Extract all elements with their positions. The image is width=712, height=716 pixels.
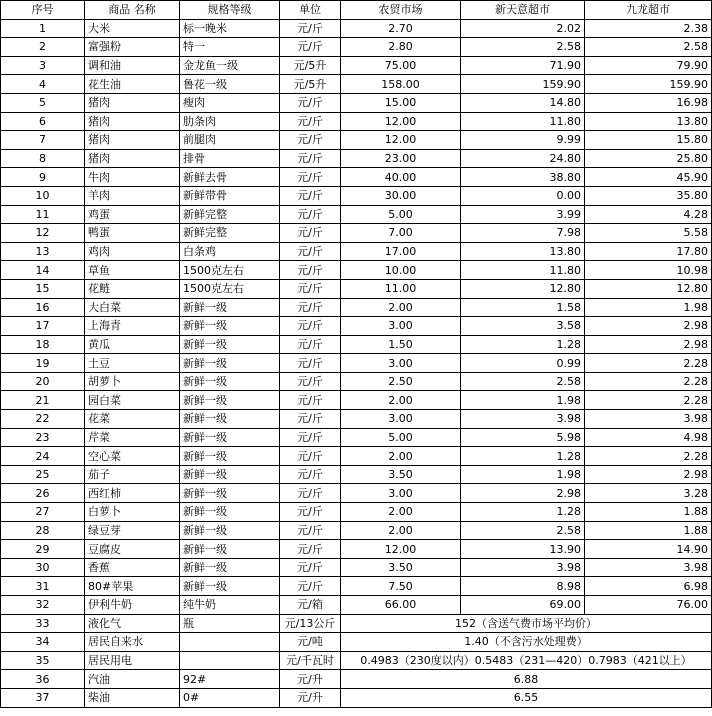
cell-no: 32 [1, 596, 85, 615]
cell-market-price: 5.00 [341, 428, 461, 447]
cell-market-price: 75.00 [341, 56, 461, 75]
cell-name: 富强粉 [85, 38, 180, 57]
cell-unit: 元/斤 [280, 428, 341, 447]
cell-xintianyi-price: 7.98 [461, 224, 585, 243]
cell-market-price: 3.00 [341, 317, 461, 336]
cell-unit: 元/斤 [280, 38, 341, 57]
cell-spec: 新鲜带骨 [180, 186, 280, 205]
cell-unit: 元/升 [280, 670, 341, 689]
cell-name: 绿豆芽 [85, 521, 180, 540]
table-row [1, 558, 712, 577]
cell-no: 28 [1, 521, 85, 540]
cell-spec [180, 651, 280, 670]
cell-unit: 元/5升 [280, 75, 341, 94]
cell-jiulong-price: 79.90 [585, 56, 712, 75]
cell-jiulong-price: 76.00 [585, 596, 712, 615]
cell-market-price: 3.00 [341, 410, 461, 429]
cell-market-price: 12.00 [341, 131, 461, 150]
cell-spec: 新鲜一级 [180, 335, 280, 354]
cell-jiulong-price: 2.98 [585, 335, 712, 354]
cell-spec: 新鲜一级 [180, 354, 280, 373]
cell-market-price: 3.00 [341, 484, 461, 503]
cell-name: 猪肉 [85, 93, 180, 112]
cell-market-price: 12.00 [341, 540, 461, 559]
table-row [1, 614, 712, 633]
cell-market-price: 12.00 [341, 112, 461, 131]
cell-jiulong-price: 10.98 [585, 261, 712, 280]
header-cell-jiulong: 九龙超市 [585, 1, 712, 20]
cell-spec: 新鲜完整 [180, 224, 280, 243]
cell-name: 居民自来水 [85, 633, 180, 652]
cell-jiulong-price: 2.28 [585, 391, 712, 410]
cell-xintianyi-price: 13.80 [461, 242, 585, 261]
cell-spec: 肋条肉 [180, 112, 280, 131]
cell-unit: 元/斤 [280, 391, 341, 410]
table-row [1, 38, 712, 57]
cell-unit: 元/斤 [280, 19, 341, 38]
cell-no: 11 [1, 205, 85, 224]
header-cell-name: 商品 名称 [85, 1, 180, 20]
cell-jiulong-price: 25.80 [585, 149, 712, 168]
cell-xintianyi-price: 0.00 [461, 186, 585, 205]
cell-jiulong-price: 4.98 [585, 428, 712, 447]
cell-jiulong-price: 2.38 [585, 19, 712, 38]
cell-market-price: 2.00 [341, 298, 461, 317]
cell-no: 24 [1, 447, 85, 466]
cell-xintianyi-price: 3.98 [461, 558, 585, 577]
cell-spec: 92# [180, 670, 280, 689]
cell-merged-price: 0.4983（230度以内）0.5483（231—420）0.7983（421以上） [341, 651, 712, 670]
cell-jiulong-price: 1.98 [585, 298, 712, 317]
table-row [1, 205, 712, 224]
cell-unit: 元/斤 [280, 521, 341, 540]
cell-no: 31 [1, 577, 85, 596]
cell-name: 伊利牛奶 [85, 596, 180, 615]
cell-spec: 前腿肉 [180, 131, 280, 150]
table-row [1, 670, 712, 689]
table-row [1, 131, 712, 150]
cell-unit: 元/斤 [280, 465, 341, 484]
cell-unit: 元/斤 [280, 317, 341, 336]
cell-no: 37 [1, 688, 85, 707]
cell-jiulong-price: 3.98 [585, 410, 712, 429]
cell-merged-price: 6.55 [341, 688, 712, 707]
table-row [1, 335, 712, 354]
cell-jiulong-price: 45.90 [585, 168, 712, 187]
cell-spec: 排骨 [180, 149, 280, 168]
cell-unit: 元/斤 [280, 540, 341, 559]
cell-unit: 元/13公斤 [280, 614, 341, 633]
cell-market-price: 40.00 [341, 168, 461, 187]
table-row [1, 391, 712, 410]
cell-spec: 新鲜一级 [180, 298, 280, 317]
cell-market-price: 17.00 [341, 242, 461, 261]
cell-xintianyi-price: 69.00 [461, 596, 585, 615]
cell-jiulong-price: 2.98 [585, 317, 712, 336]
table-row [1, 447, 712, 466]
cell-xintianyi-price: 24.80 [461, 149, 585, 168]
cell-unit: 元/斤 [280, 242, 341, 261]
cell-name: 大白菜 [85, 298, 180, 317]
cell-jiulong-price: 2.28 [585, 354, 712, 373]
table-row [1, 298, 712, 317]
cell-no: 36 [1, 670, 85, 689]
cell-market-price: 2.70 [341, 19, 461, 38]
cell-spec: 新鲜完整 [180, 205, 280, 224]
cell-jiulong-price: 12.80 [585, 279, 712, 298]
cell-jiulong-price: 17.80 [585, 242, 712, 261]
table-row [1, 503, 712, 522]
cell-spec: 白条鸡 [180, 242, 280, 261]
cell-xintianyi-price: 11.80 [461, 261, 585, 280]
cell-jiulong-price: 15.80 [585, 131, 712, 150]
cell-xintianyi-price: 2.98 [461, 484, 585, 503]
cell-name: 园白菜 [85, 391, 180, 410]
table-row [1, 261, 712, 280]
cell-name: 花鲢 [85, 279, 180, 298]
cell-unit: 元/斤 [280, 558, 341, 577]
cell-spec: 1500克左右 [180, 261, 280, 280]
cell-spec: 新鲜一级 [180, 521, 280, 540]
cell-xintianyi-price: 9.99 [461, 131, 585, 150]
cell-name: 柴油 [85, 688, 180, 707]
cell-no: 2 [1, 38, 85, 57]
cell-unit: 元/斤 [280, 149, 341, 168]
cell-name: 牛肉 [85, 168, 180, 187]
table-row [1, 19, 712, 38]
header-cell-market: 农贸市场 [341, 1, 461, 20]
table-row [1, 224, 712, 243]
cell-market-price: 15.00 [341, 93, 461, 112]
cell-jiulong-price: 1.88 [585, 521, 712, 540]
cell-xintianyi-price: 0.99 [461, 354, 585, 373]
cell-xintianyi-price: 1.28 [461, 335, 585, 354]
cell-market-price: 66.00 [341, 596, 461, 615]
cell-xintianyi-price: 11.80 [461, 112, 585, 131]
cell-spec: 新鲜一级 [180, 391, 280, 410]
cell-merged-price: 6.88 [341, 670, 712, 689]
cell-name: 猪肉 [85, 149, 180, 168]
cell-no: 12 [1, 224, 85, 243]
table-row [1, 168, 712, 187]
table-row [1, 577, 712, 596]
cell-market-price: 5.00 [341, 205, 461, 224]
cell-name: 香蕉 [85, 558, 180, 577]
cell-xintianyi-price: 1.28 [461, 503, 585, 522]
cell-market-price: 10.00 [341, 261, 461, 280]
cell-spec: 新鲜一级 [180, 577, 280, 596]
cell-xintianyi-price: 1.28 [461, 447, 585, 466]
cell-market-price: 2.00 [341, 391, 461, 410]
table-row [1, 521, 712, 540]
cell-unit: 元/斤 [280, 354, 341, 373]
header-cell-xintianyi: 新天意超市 [461, 1, 585, 20]
cell-no: 23 [1, 428, 85, 447]
cell-no: 17 [1, 317, 85, 336]
table-row [1, 633, 712, 652]
cell-jiulong-price: 16.98 [585, 93, 712, 112]
cell-jiulong-price: 3.98 [585, 558, 712, 577]
cell-no: 16 [1, 298, 85, 317]
cell-name: 汽油 [85, 670, 180, 689]
cell-name: 液化气 [85, 614, 180, 633]
cell-name: 80#苹果 [85, 577, 180, 596]
cell-no: 7 [1, 131, 85, 150]
cell-name: 鸡肉 [85, 242, 180, 261]
cell-no: 4 [1, 75, 85, 94]
cell-xintianyi-price: 5.98 [461, 428, 585, 447]
cell-no: 20 [1, 372, 85, 391]
table-row [1, 242, 712, 261]
cell-spec: 0# [180, 688, 280, 707]
cell-unit: 元/斤 [280, 372, 341, 391]
cell-spec: 新鲜一级 [180, 428, 280, 447]
cell-spec: 新鲜一级 [180, 503, 280, 522]
cell-no: 10 [1, 186, 85, 205]
cell-unit: 元/斤 [280, 186, 341, 205]
cell-market-price: 7.00 [341, 224, 461, 243]
cell-spec: 新鲜一级 [180, 447, 280, 466]
cell-merged-price: 1.40（不含污水处理费） [341, 633, 712, 652]
table-row [1, 75, 712, 94]
cell-jiulong-price: 13.80 [585, 112, 712, 131]
cell-market-price: 23.00 [341, 149, 461, 168]
cell-name: 土豆 [85, 354, 180, 373]
cell-xintianyi-price: 13.90 [461, 540, 585, 559]
table-row [1, 428, 712, 447]
table-row [1, 540, 712, 559]
cell-spec: 瓶 [180, 614, 280, 633]
cell-xintianyi-price: 8.98 [461, 577, 585, 596]
table-row [1, 465, 712, 484]
cell-unit: 元/箱 [280, 596, 341, 615]
header-cell-no: 序号 [1, 1, 85, 20]
cell-no: 35 [1, 651, 85, 670]
cell-name: 羊肉 [85, 186, 180, 205]
cell-market-price: 3.50 [341, 465, 461, 484]
cell-name: 花生油 [85, 75, 180, 94]
cell-xintianyi-price: 3.58 [461, 317, 585, 336]
cell-xintianyi-price: 71.90 [461, 56, 585, 75]
cell-name: 大米 [85, 19, 180, 38]
cell-market-price: 2.00 [341, 521, 461, 540]
cell-market-price: 2.00 [341, 503, 461, 522]
header-cell-unit: 单位 [280, 1, 341, 20]
cell-name: 芹菜 [85, 428, 180, 447]
cell-spec: 新鲜一级 [180, 540, 280, 559]
cell-market-price: 158.00 [341, 75, 461, 94]
cell-name: 豆腐皮 [85, 540, 180, 559]
cell-unit: 元/斤 [280, 224, 341, 243]
cell-no: 26 [1, 484, 85, 503]
cell-no: 13 [1, 242, 85, 261]
cell-xintianyi-price: 1.98 [461, 391, 585, 410]
cell-spec: 新鲜一级 [180, 410, 280, 429]
cell-xintianyi-price: 1.58 [461, 298, 585, 317]
cell-no: 19 [1, 354, 85, 373]
table-row [1, 317, 712, 336]
cell-unit: 元/斤 [280, 298, 341, 317]
cell-unit: 元/斤 [280, 484, 341, 503]
cell-spec: 新鲜一级 [180, 484, 280, 503]
cell-unit: 元/吨 [280, 633, 341, 652]
cell-unit: 元/斤 [280, 577, 341, 596]
cell-spec: 鲁花一级 [180, 75, 280, 94]
cell-jiulong-price: 2.58 [585, 38, 712, 57]
cell-no: 18 [1, 335, 85, 354]
cell-xintianyi-price: 1.98 [461, 465, 585, 484]
cell-no: 14 [1, 261, 85, 280]
table-row [1, 651, 712, 670]
cell-spec [180, 633, 280, 652]
cell-name: 草鱼 [85, 261, 180, 280]
cell-no: 34 [1, 633, 85, 652]
cell-jiulong-price: 159.90 [585, 75, 712, 94]
cell-unit: 元/斤 [280, 335, 341, 354]
cell-merged-price: 152（含送气费市场平均价） [341, 614, 712, 633]
cell-name: 调和油 [85, 56, 180, 75]
cell-jiulong-price: 5.58 [585, 224, 712, 243]
cell-jiulong-price: 4.28 [585, 205, 712, 224]
cell-market-price: 3.00 [341, 354, 461, 373]
cell-unit: 元/升 [280, 688, 341, 707]
cell-unit: 元/斤 [280, 93, 341, 112]
cell-spec: 特一 [180, 38, 280, 57]
cell-unit: 元/5升 [280, 56, 341, 75]
cell-name: 居民用电 [85, 651, 180, 670]
cell-xintianyi-price: 3.99 [461, 205, 585, 224]
cell-market-price: 2.00 [341, 447, 461, 466]
table-body [1, 19, 712, 707]
cell-no: 9 [1, 168, 85, 187]
cell-unit: 元/斤 [280, 261, 341, 280]
cell-xintianyi-price: 2.58 [461, 521, 585, 540]
table-row [1, 149, 712, 168]
cell-jiulong-price: 2.28 [585, 447, 712, 466]
table-row [1, 56, 712, 75]
table-row [1, 688, 712, 707]
cell-name: 茄子 [85, 465, 180, 484]
cell-jiulong-price: 6.98 [585, 577, 712, 596]
cell-unit: 元/斤 [280, 168, 341, 187]
cell-xintianyi-price: 2.02 [461, 19, 585, 38]
cell-spec: 新鲜一级 [180, 558, 280, 577]
header-cell-spec: 规格等级 [180, 1, 280, 20]
cell-name: 空心菜 [85, 447, 180, 466]
table-row [1, 279, 712, 298]
cell-no: 27 [1, 503, 85, 522]
cell-name: 花菜 [85, 410, 180, 429]
cell-no: 3 [1, 56, 85, 75]
cell-jiulong-price: 1.88 [585, 503, 712, 522]
cell-market-price: 1.50 [341, 335, 461, 354]
table-row [1, 112, 712, 131]
table-row [1, 596, 712, 615]
cell-no: 5 [1, 93, 85, 112]
cell-jiulong-price: 2.28 [585, 372, 712, 391]
cell-name: 猪肉 [85, 131, 180, 150]
cell-no: 15 [1, 279, 85, 298]
cell-no: 1 [1, 19, 85, 38]
cell-spec: 新鲜一级 [180, 465, 280, 484]
cell-market-price: 7.50 [341, 577, 461, 596]
cell-name: 黄瓜 [85, 335, 180, 354]
cell-xintianyi-price: 159.90 [461, 75, 585, 94]
cell-name: 上海青 [85, 317, 180, 336]
cell-jiulong-price: 3.28 [585, 484, 712, 503]
cell-spec: 瘦肉 [180, 93, 280, 112]
cell-unit: 元/斤 [280, 447, 341, 466]
cell-spec: 金龙鱼一级 [180, 56, 280, 75]
cell-unit: 元/斤 [280, 131, 341, 150]
cell-name: 鸡蛋 [85, 205, 180, 224]
cell-jiulong-price: 2.98 [585, 465, 712, 484]
cell-name: 胡萝卜 [85, 372, 180, 391]
cell-no: 8 [1, 149, 85, 168]
cell-unit: 元/斤 [280, 205, 341, 224]
cell-spec: 新鲜一级 [180, 317, 280, 336]
cell-unit: 元/斤 [280, 112, 341, 131]
cell-no: 6 [1, 112, 85, 131]
table-row [1, 186, 712, 205]
cell-xintianyi-price: 38.80 [461, 168, 585, 187]
cell-spec: 纯牛奶 [180, 596, 280, 615]
header-row [1, 1, 712, 20]
table-row [1, 484, 712, 503]
cell-jiulong-price: 14.90 [585, 540, 712, 559]
cell-market-price: 2.50 [341, 372, 461, 391]
cell-name: 鸭蛋 [85, 224, 180, 243]
cell-jiulong-price: 35.80 [585, 186, 712, 205]
cell-market-price: 30.00 [341, 186, 461, 205]
cell-name: 白萝卜 [85, 503, 180, 522]
cell-unit: 元/斤 [280, 279, 341, 298]
cell-xintianyi-price: 3.98 [461, 410, 585, 429]
table-row [1, 354, 712, 373]
cell-xintianyi-price: 2.58 [461, 372, 585, 391]
cell-spec: 新鲜一级 [180, 372, 280, 391]
cell-market-price: 3.50 [341, 558, 461, 577]
cell-xintianyi-price: 12.80 [461, 279, 585, 298]
cell-spec: 标一晚米 [180, 19, 280, 38]
table-row [1, 410, 712, 429]
cell-no: 33 [1, 614, 85, 633]
cell-name: 猪肉 [85, 112, 180, 131]
cell-spec: 1500克左右 [180, 279, 280, 298]
cell-no: 29 [1, 540, 85, 559]
cell-name: 西红柿 [85, 484, 180, 503]
cell-spec: 新鲜去骨 [180, 168, 280, 187]
cell-market-price: 11.00 [341, 279, 461, 298]
cell-no: 30 [1, 558, 85, 577]
cell-no: 22 [1, 410, 85, 429]
cell-market-price: 2.80 [341, 38, 461, 57]
cell-xintianyi-price: 14.80 [461, 93, 585, 112]
cell-no: 21 [1, 391, 85, 410]
cell-unit: 元/千瓦时 [280, 651, 341, 670]
table-row [1, 93, 712, 112]
cell-unit: 元/斤 [280, 503, 341, 522]
cell-unit: 元/斤 [280, 410, 341, 429]
table-row [1, 372, 712, 391]
cell-no: 25 [1, 465, 85, 484]
cell-xintianyi-price: 2.58 [461, 38, 585, 57]
